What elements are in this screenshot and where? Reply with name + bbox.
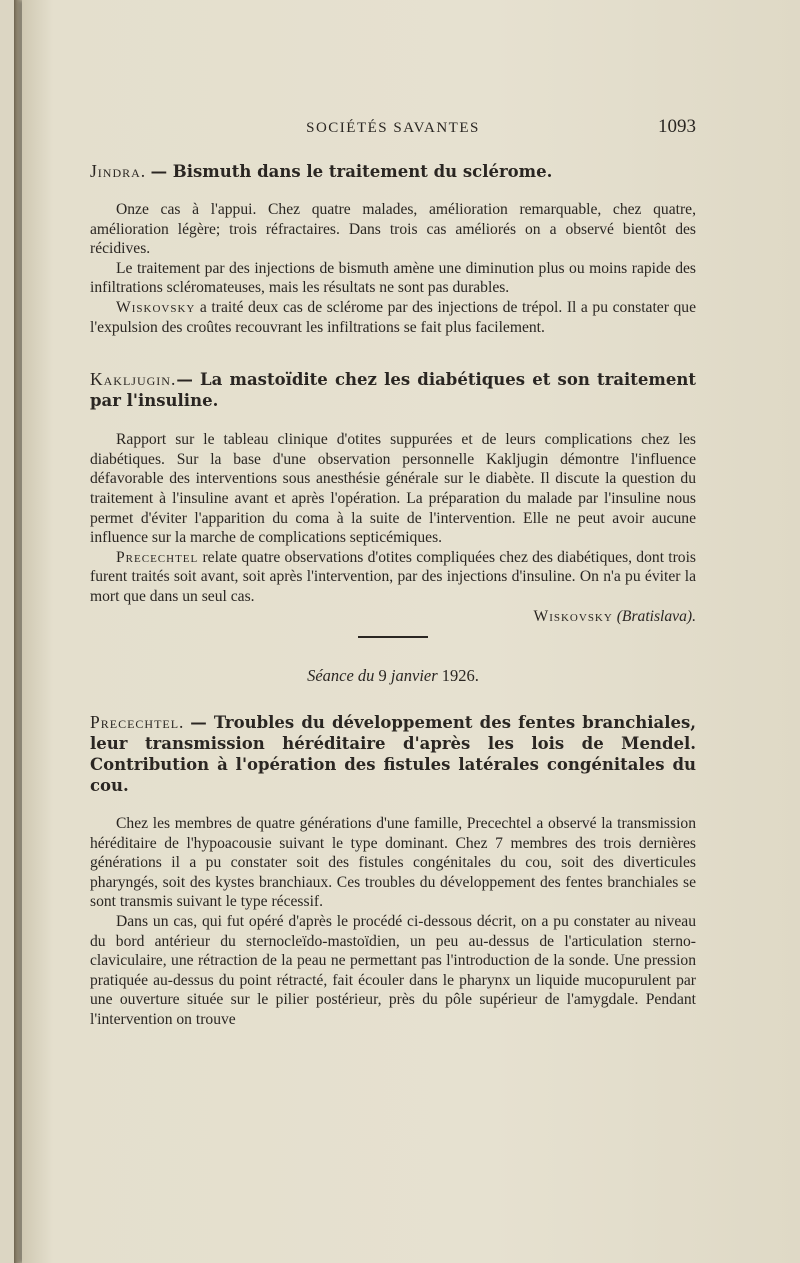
session-month: janvier — [390, 666, 438, 686]
page-content — [90, 118, 696, 1030]
paragraph: Dans un cas, qui fut opéré d'après le procédé ci-dessous décrit, on a pu constater au niveau du bord antérieur du sternocleïdo-mastoïdien, un peu au-dessus de l'articulation sterno-claviculaire, une rétraction de la peau ne permettant pas l'introduction de la sonde. Une pression pratiquée au-dessus du point rétracté, fait écouler dans le pharynx un liquide mucopurulent par une ouverture située sur le pilier postérieur, près du pôle supérieur de l'amygdale. Pendant l'intervention on trouve — [90, 913, 696, 1029]
page-number: 1093 — [658, 116, 696, 137]
running-title: SOCIÉTÉS SAVANTES — [306, 120, 480, 136]
section-title: — La mastoïdite chez les diabétiques et son traitement par l'insuline. — [90, 370, 696, 411]
section-heading-kakljugin — [90, 369, 696, 411]
section-title: — Troubles du développement des fentes branchiales, leur transmission héréditaire d'après les lois de Mendel. Contribution à l'opération des fistules latérales congénitales du cou. — [90, 713, 696, 796]
section-heading-precechtel — [90, 712, 696, 796]
person-name: Precechtel — [116, 548, 199, 566]
paragraph — [90, 548, 696, 607]
signature-name: Wiskovsky — [533, 607, 613, 625]
person-name: Wiskovsky — [116, 298, 196, 316]
paragraph-text: relate quatre observations d'otites compliquées chez des diabétiques, dont trois furent traités soit avant, soit après l'intervention, par des injections d'insuline. On n'a pu éviter la mort que dans un seul cas. — [90, 548, 696, 605]
signature-place: (Bratislava). — [616, 607, 696, 625]
signature — [90, 607, 696, 627]
author-name: Jindra. — [90, 161, 147, 181]
author-name: Kakljugin. — [90, 369, 177, 390]
paragraph: Chez les membres de quatre générations d'une famille, Precechtel a observé la transmission héréditaire de l'hypoacousie suivant le type dominant. Chez 7 membres des trois dernières générations il a pu constater soit des fistules congénitales du cou, soit des diverticules pharyngés, soit des kystes branchiaux. Ces troubles du développement des fentes branchiales se sont transmis suivant le type récessif. — [90, 815, 696, 911]
running-header — [90, 118, 696, 142]
section-title: — Bismuth dans le traitement du sclérome. — [150, 162, 553, 181]
session-day: 9 — [378, 666, 387, 686]
session-year: 1926. — [441, 666, 479, 686]
section-heading-jindra — [90, 161, 696, 182]
paragraph — [90, 298, 696, 337]
paragraph: Onze cas à l'appui. Chez quatre malades, amélioration remarquable, chez quatre, amélioration légère; trois réfractaires. Dans trois cas améliorés on a observé bientôt des récidives. — [90, 201, 696, 258]
paragraph-text: a traité deux cas de sclérome par des injections de trépol. Il a pu constater que l'expulsion des croûtes recouvrant les infiltrations se fait plus facilement. — [90, 298, 696, 336]
paragraph: Le traitement par des injections de bismuth amène une diminution plus ou moins rapide des infiltrations scléromateuses, mais les résultats ne sont pas durables. — [90, 259, 696, 297]
book-gutter — [14, 0, 22, 1263]
author-name: Precechtel. — [90, 712, 185, 733]
session-prefix: Séance du — [307, 666, 375, 686]
paragraph: Rapport sur le tableau clinique d'otites suppurées et de leurs complications chez les diabétiques. Sur la base d'une observation personnelle Kakljugin démontre l'influence défavorable des interventions sous anesthésie générale sur le diabète. Il discute la question du traitement à l'insuline avant et après l'opération. La préparation du malade par l'insuline nous permet d'éviter l'apparition du coma à la suite de l'intervention. Elle ne peut avoir aucune influence sur la marche de complications septicémiques. — [90, 431, 696, 547]
session-date — [90, 666, 696, 686]
